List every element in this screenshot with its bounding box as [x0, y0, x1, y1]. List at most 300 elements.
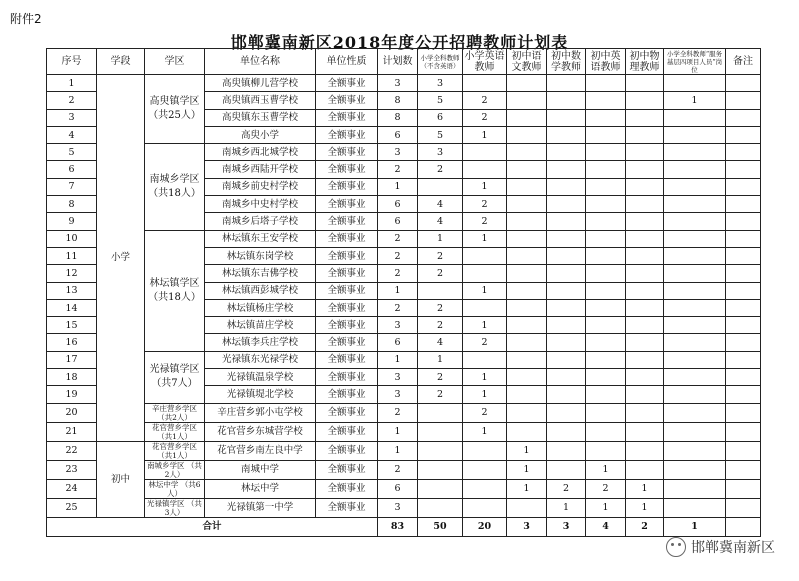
position-count [507, 178, 547, 195]
position-count [507, 334, 547, 351]
position-count: 1 [626, 498, 664, 517]
position-count [418, 498, 463, 517]
school-name: 花官营乡南左良中学 [205, 441, 316, 460]
position-count [664, 265, 726, 282]
school-name: 林坛镇苗庄学校 [205, 317, 316, 334]
unit-nature: 全额事业 [316, 334, 378, 351]
row-number: 20 [47, 403, 97, 422]
school-name: 林坛镇杨庄学校 [205, 299, 316, 316]
position-count: 2 [463, 403, 507, 422]
plan-count: 2 [378, 247, 418, 264]
plan-count: 3 [378, 75, 418, 92]
school-name: 南城乡前史村学校 [205, 178, 316, 195]
note-cell [726, 126, 761, 143]
position-count [507, 247, 547, 264]
plan-count: 3 [378, 369, 418, 386]
position-count [664, 144, 726, 161]
row-number: 13 [47, 282, 97, 299]
table-row [47, 479, 761, 498]
position-count: 1 [463, 230, 507, 247]
position-count [586, 282, 626, 299]
position-count [626, 161, 664, 178]
note-cell [726, 317, 761, 334]
unit-nature: 全额事业 [316, 196, 378, 213]
unit-nature: 全额事业 [316, 126, 378, 143]
unit-nature: 全额事业 [316, 441, 378, 460]
position-count [586, 317, 626, 334]
note-cell [726, 441, 761, 460]
school-name: 林坛镇西彭城学校 [205, 282, 316, 299]
note-cell [726, 422, 761, 441]
position-count [418, 403, 463, 422]
unit-nature: 全额事业 [316, 265, 378, 282]
plan-count: 1 [378, 441, 418, 460]
position-count [418, 460, 463, 479]
header-cell: 备注 [726, 49, 761, 75]
row-number: 9 [47, 213, 97, 230]
table-row [47, 230, 761, 247]
position-count [507, 213, 547, 230]
header-cell: 初中英语教师 [586, 49, 626, 75]
position-count [626, 178, 664, 195]
school-name: 南城乡西陆开学校 [205, 161, 316, 178]
wechat-icon [666, 537, 686, 557]
header-cell: 计划数 [378, 49, 418, 75]
plan-count: 2 [378, 161, 418, 178]
position-count: 2 [463, 109, 507, 126]
position-count: 1 [586, 498, 626, 517]
total-label: 合计 [47, 517, 378, 536]
position-count: 1 [463, 178, 507, 195]
position-count [507, 422, 547, 441]
page-title: 邯郸冀南新区2018年度公开招聘教师计划表 [230, 33, 569, 52]
header-cell: 小学英语教师 [464, 50, 505, 73]
note-cell [726, 230, 761, 247]
unit-nature: 全额事业 [316, 317, 378, 334]
note-cell [726, 178, 761, 195]
position-count [547, 334, 586, 351]
position-count [626, 75, 664, 92]
position-count [418, 479, 463, 498]
row-number: 8 [47, 196, 97, 213]
position-count [664, 498, 726, 517]
position-count [547, 230, 586, 247]
school-name: 高臾镇东玉曹学校 [205, 109, 316, 126]
plan-count: 6 [378, 334, 418, 351]
position-count [664, 178, 726, 195]
position-count [507, 109, 547, 126]
header-cell: 序号 [47, 49, 97, 75]
position-count [507, 92, 547, 109]
position-count [586, 75, 626, 92]
position-count [547, 75, 586, 92]
district-cell: 光禄镇学区 （共3人） [145, 498, 205, 517]
position-count [664, 75, 726, 92]
position-count [664, 196, 726, 213]
table-row [47, 144, 761, 161]
unit-nature: 全额事业 [316, 282, 378, 299]
school-name: 高臾镇柳儿营学校 [205, 75, 316, 92]
header-cell: 学区 [145, 49, 205, 75]
position-count [664, 460, 726, 479]
position-count [507, 351, 547, 368]
school-name: 林坛镇东吉佛学校 [205, 265, 316, 282]
row-number: 15 [47, 317, 97, 334]
position-count [507, 126, 547, 143]
plan-count: 6 [378, 126, 418, 143]
position-count [547, 247, 586, 264]
position-count [626, 369, 664, 386]
position-count [586, 441, 626, 460]
note-cell [726, 369, 761, 386]
position-count [507, 282, 547, 299]
position-count [664, 334, 726, 351]
note-cell [726, 265, 761, 282]
header-cell: 小学全科教师（不含英语） [418, 49, 463, 75]
position-count [418, 441, 463, 460]
position-count [586, 196, 626, 213]
total-count: 1 [664, 517, 726, 536]
position-count [547, 196, 586, 213]
position-count [547, 351, 586, 368]
note-cell [726, 247, 761, 264]
position-count: 2 [418, 299, 463, 316]
position-count [664, 351, 726, 368]
position-count [626, 230, 664, 247]
row-number: 2 [47, 92, 97, 109]
recruitment-plan-table [46, 48, 761, 537]
position-count: 5 [418, 126, 463, 143]
position-count [664, 422, 726, 441]
position-count [626, 334, 664, 351]
position-count: 4 [418, 196, 463, 213]
position-count [626, 386, 664, 403]
note-cell [726, 498, 761, 517]
position-count [507, 299, 547, 316]
row-number: 4 [47, 126, 97, 143]
school-name: 林坛镇东岗学校 [205, 247, 316, 264]
position-count [547, 386, 586, 403]
plan-count: 2 [378, 460, 418, 479]
position-count [547, 144, 586, 161]
school-name: 林坛中学 [205, 479, 316, 498]
row-number: 25 [47, 498, 97, 517]
position-count [547, 178, 586, 195]
position-count: 1 [547, 498, 586, 517]
table-row [47, 403, 761, 422]
unit-nature: 全额事业 [316, 213, 378, 230]
position-count [586, 126, 626, 143]
note-cell [726, 75, 761, 92]
position-count: 2 [547, 479, 586, 498]
position-count [664, 213, 726, 230]
unit-nature: 全额事业 [316, 422, 378, 441]
total-count: 50 [418, 517, 463, 536]
position-count [626, 422, 664, 441]
school-name: 光禄镇第一中学 [205, 498, 316, 517]
plan-count: 6 [378, 213, 418, 230]
position-count: 1 [418, 351, 463, 368]
position-count [463, 441, 507, 460]
plan-count: 8 [378, 109, 418, 126]
position-count [664, 479, 726, 498]
position-count [586, 351, 626, 368]
school-name: 林坛镇东王安学校 [205, 230, 316, 247]
position-count [586, 334, 626, 351]
row-number: 16 [47, 334, 97, 351]
position-count [547, 403, 586, 422]
position-count [626, 299, 664, 316]
school-name: 南城中学 [205, 460, 316, 479]
district-cell: 花官营乡学区（共1人） [145, 422, 205, 441]
unit-nature: 全额事业 [316, 92, 378, 109]
district-cell: 林坛中学 （共6人） [145, 479, 205, 498]
unit-nature: 全额事业 [316, 161, 378, 178]
watermark-text: 邯郸冀南新区 [691, 540, 775, 556]
position-count [547, 213, 586, 230]
position-count [664, 247, 726, 264]
district-cell: 光禄镇学区（共7人） [145, 351, 205, 403]
position-count [547, 126, 586, 143]
position-count [586, 265, 626, 282]
plan-count: 1 [378, 422, 418, 441]
row-number: 14 [47, 299, 97, 316]
total-count: 20 [463, 517, 507, 536]
position-count: 3 [418, 144, 463, 161]
table-row [47, 351, 761, 368]
plan-count: 6 [378, 479, 418, 498]
unit-nature: 全额事业 [316, 460, 378, 479]
position-count [507, 144, 547, 161]
table-row [47, 75, 761, 92]
row-number: 5 [47, 144, 97, 161]
unit-nature: 全额事业 [316, 498, 378, 517]
note-cell [726, 299, 761, 316]
table-row [47, 498, 761, 517]
unit-nature: 全额事业 [316, 369, 378, 386]
plan-count: 3 [378, 386, 418, 403]
note-cell [726, 334, 761, 351]
position-count [507, 196, 547, 213]
position-count [586, 178, 626, 195]
total-count: 3 [507, 517, 547, 536]
position-count [547, 317, 586, 334]
plan-count: 1 [378, 351, 418, 368]
note-cell [726, 161, 761, 178]
position-count [586, 109, 626, 126]
position-count: 3 [418, 75, 463, 92]
position-count: 2 [463, 334, 507, 351]
position-count [586, 403, 626, 422]
position-count [547, 299, 586, 316]
position-count: 2 [418, 369, 463, 386]
header-cell: 单位名称 [205, 49, 316, 75]
position-count [626, 403, 664, 422]
position-count [463, 265, 507, 282]
position-count [463, 498, 507, 517]
district-cell: 林坛镇学区（共18人） [145, 230, 205, 351]
position-count [463, 351, 507, 368]
unit-nature: 全额事业 [316, 178, 378, 195]
position-count [664, 161, 726, 178]
table-row [47, 460, 761, 479]
row-number: 12 [47, 265, 97, 282]
stage-cell: 初中 [97, 441, 145, 517]
note-cell [726, 351, 761, 368]
position-count [626, 282, 664, 299]
district-cell: 辛庄营乡学区（共2人） [145, 403, 205, 422]
row-number: 24 [47, 479, 97, 498]
position-count: 1 [664, 92, 726, 109]
note-cell [726, 144, 761, 161]
position-count: 2 [463, 196, 507, 213]
position-count [664, 369, 726, 386]
district-cell: 南城乡学区（共18人） [145, 144, 205, 230]
district-cell: 高臾镇学区（共25人） [145, 75, 205, 144]
school-name: 辛庄营乡郭小屯学校 [205, 403, 316, 422]
position-count [626, 109, 664, 126]
school-name: 光禄镇东光禄学校 [205, 351, 316, 368]
position-count: 1 [463, 317, 507, 334]
position-count: 1 [463, 282, 507, 299]
position-count [547, 422, 586, 441]
position-count [507, 230, 547, 247]
row-number: 11 [47, 247, 97, 264]
row-number: 6 [47, 161, 97, 178]
position-count [586, 386, 626, 403]
plan-count: 2 [378, 265, 418, 282]
position-count [586, 299, 626, 316]
note-cell [726, 92, 761, 109]
unit-nature: 全额事业 [316, 479, 378, 498]
school-name: 高臾镇西玉曹学校 [205, 92, 316, 109]
position-count: 4 [418, 213, 463, 230]
position-count: 2 [418, 386, 463, 403]
plan-count: 3 [378, 498, 418, 517]
position-count [507, 403, 547, 422]
position-count: 1 [586, 460, 626, 479]
plan-count: 3 [378, 144, 418, 161]
row-number: 3 [47, 109, 97, 126]
position-count [547, 92, 586, 109]
note-cell [726, 196, 761, 213]
position-count: 1 [463, 386, 507, 403]
note-cell [726, 479, 761, 498]
header-cell: 学段 [97, 49, 145, 75]
position-count [418, 178, 463, 195]
position-count: 1 [418, 230, 463, 247]
district-cell: 花官营乡学区（共1人） [145, 441, 205, 460]
position-count [626, 441, 664, 460]
position-count: 1 [463, 369, 507, 386]
position-count [507, 386, 547, 403]
unit-nature: 全额事业 [316, 247, 378, 264]
watermark [666, 537, 775, 557]
position-count [418, 422, 463, 441]
position-count [586, 144, 626, 161]
unit-nature: 全额事业 [316, 109, 378, 126]
position-count [586, 230, 626, 247]
plan-count: 8 [378, 92, 418, 109]
position-count [664, 441, 726, 460]
school-name: 南城乡后塔子学校 [205, 213, 316, 230]
position-count [664, 403, 726, 422]
position-count [507, 161, 547, 178]
position-count [626, 213, 664, 230]
header-cell: 初中语文教师 [507, 49, 547, 75]
total-count: 3 [547, 517, 586, 536]
plan-count: 2 [378, 403, 418, 422]
total-row [47, 517, 761, 536]
row-number: 7 [47, 178, 97, 195]
unit-nature: 全额事业 [316, 299, 378, 316]
position-count: 1 [463, 422, 507, 441]
position-count [547, 460, 586, 479]
plan-count: 6 [378, 196, 418, 213]
position-count [507, 75, 547, 92]
position-count: 2 [418, 317, 463, 334]
unit-nature: 全额事业 [316, 351, 378, 368]
position-count [626, 126, 664, 143]
school-name: 南城乡西北城学校 [205, 144, 316, 161]
district-cell: 南城乡学区 （共2人） [145, 460, 205, 479]
unit-nature: 全额事业 [316, 144, 378, 161]
position-count: 1 [507, 479, 547, 498]
unit-nature: 全额事业 [316, 75, 378, 92]
position-count [664, 230, 726, 247]
position-count: 2 [418, 265, 463, 282]
row-number: 1 [47, 75, 97, 92]
position-count [547, 161, 586, 178]
position-count: 2 [418, 247, 463, 264]
note-cell [726, 386, 761, 403]
note-cell [726, 109, 761, 126]
position-count [626, 196, 664, 213]
position-count [547, 282, 586, 299]
row-number: 17 [47, 351, 97, 368]
position-count: 5 [418, 92, 463, 109]
position-count [626, 317, 664, 334]
note-cell [726, 403, 761, 422]
position-count [664, 109, 726, 126]
position-count [507, 317, 547, 334]
position-count [463, 247, 507, 264]
position-count: 4 [418, 334, 463, 351]
position-count [463, 75, 507, 92]
position-count: 1 [507, 460, 547, 479]
position-count [626, 351, 664, 368]
row-number: 19 [47, 386, 97, 403]
plan-count: 2 [378, 299, 418, 316]
plan-count: 1 [378, 282, 418, 299]
position-count [586, 213, 626, 230]
position-count: 1 [507, 441, 547, 460]
position-count [586, 161, 626, 178]
header-cell: 初中物理教师 [626, 49, 664, 75]
row-number: 21 [47, 422, 97, 441]
position-count: 1 [626, 479, 664, 498]
position-count [507, 498, 547, 517]
school-name: 花官营乡东城营学校 [205, 422, 316, 441]
position-count [547, 265, 586, 282]
position-count [507, 369, 547, 386]
row-number: 22 [47, 441, 97, 460]
position-count [626, 460, 664, 479]
school-name: 南城乡中史村学校 [205, 196, 316, 213]
total-note [726, 517, 761, 536]
position-count [586, 422, 626, 441]
position-count [418, 282, 463, 299]
